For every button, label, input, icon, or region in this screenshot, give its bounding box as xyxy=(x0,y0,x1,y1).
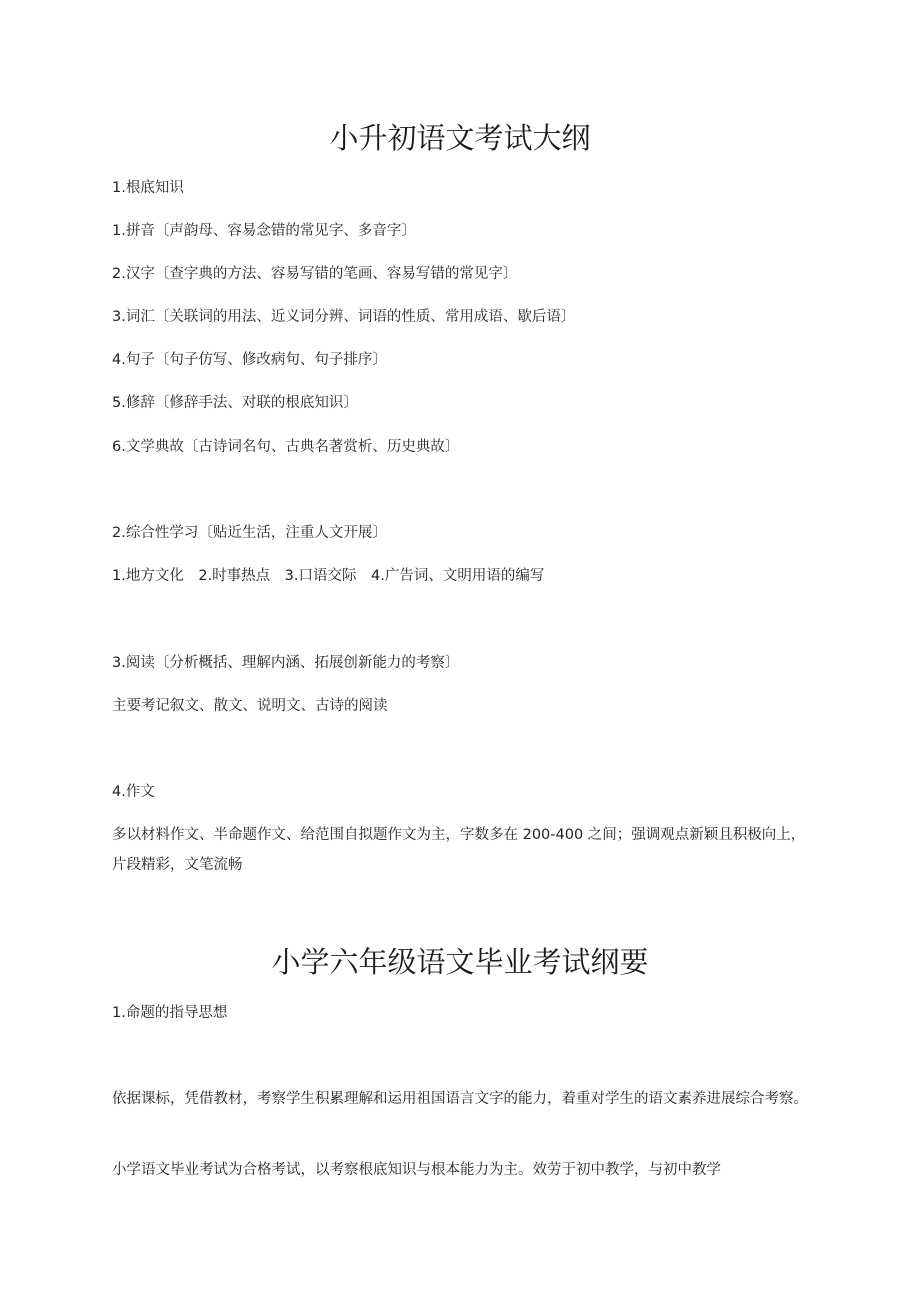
item-vocabulary: 3.词汇〔关联词的用法、近义词分辨、词语的性质、常用成语、歇后语〕 xyxy=(112,309,576,325)
section-guideline-heading: 1.命题的指导思想 xyxy=(112,1005,228,1021)
doc1-title: 小升初语文考试大纲 xyxy=(329,121,591,155)
item-sentence: 4.句子〔句子仿写、修改病句、句子排序〕 xyxy=(112,352,387,368)
reading-content: 主要考记叙文、散文、说明文、古诗的阅读 xyxy=(112,698,388,714)
item-rhetoric: 5.修辞〔修辞手法、对联的根底知识〕 xyxy=(112,395,358,411)
section-reading-heading: 3.阅读〔分析概括、理解内涵、拓展创新能力的考察〕 xyxy=(112,655,460,671)
comprehensive-items: 1.地方文化 2.时事热点 3.口语交际 4.广告词、文明用语的编写 xyxy=(112,568,545,584)
essay-paragraph: 多以材料作文、半命题作文、给范围自拟题作文为主，字数多在 200-400 之间；强调观点新颖且积极向上，片段精彩，文笔流畅 xyxy=(112,827,806,873)
guideline-paragraph-1: 依据课标，凭借教材，考察学生积累理解和运用祖国语言文字的能力，着重对学生的语文素养进展综合考察。 xyxy=(112,1091,808,1107)
doc2-title: 小学六年级语文毕业考试纲要 xyxy=(271,945,649,979)
section-basics-heading: 1.根底知识 xyxy=(112,180,184,196)
section-comprehensive-heading: 2.综合性学习〔贴近生活，注重人文开展〕 xyxy=(112,525,387,541)
item-pinyin: 1.拼音〔声韵母、容易念错的常见字、多音字〕 xyxy=(112,223,416,239)
guideline-paragraph-2: 小学语文毕业考试为合格考试，以考察根底知识与根本能力为主。效劳于初中教学，与初中教学 xyxy=(112,1162,721,1178)
item-hanzi: 2.汉字〔查字典的方法、容易写错的笔画、容易写错的常见字〕 xyxy=(112,266,518,282)
section-essay-heading: 4.作文 xyxy=(112,784,155,800)
item-literature: 6.文学典故〔古诗词名句、古典名著赏析、历史典故〕 xyxy=(112,439,460,455)
